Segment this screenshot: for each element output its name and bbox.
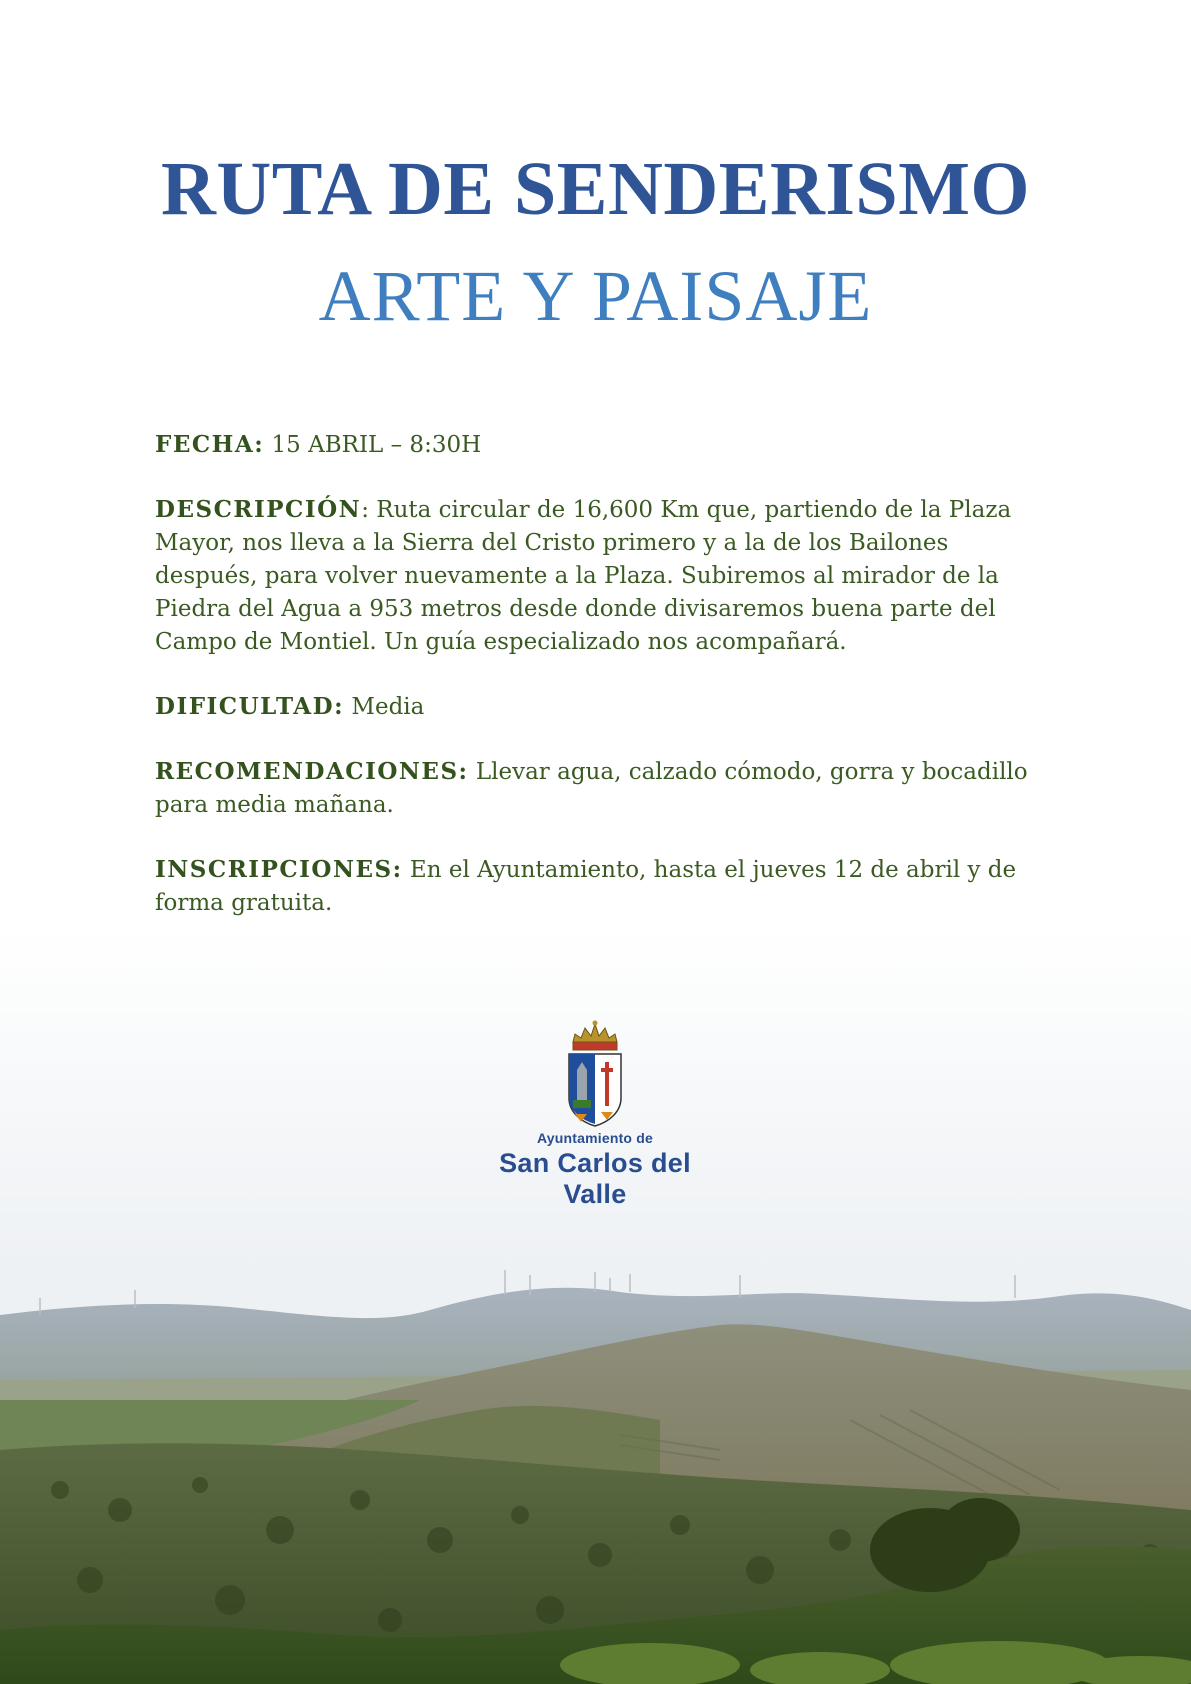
section-recomendaciones <box>155 755 1045 822</box>
logo-caption-big: San Carlos del Valle <box>499 1148 691 1209</box>
section-text: Llevar agua, calzado cómodo, gorra y bocadillo para media mañana. <box>155 759 1028 818</box>
section-fecha <box>155 428 1045 462</box>
event-details <box>155 428 1045 951</box>
section-label: FECHA: <box>155 431 265 458</box>
section-descripcion <box>155 493 1045 659</box>
section-dificultad <box>155 690 1045 724</box>
section-label: INSCRIPCIONES: <box>155 856 403 883</box>
page-subtitle: ARTE Y PAISAJE <box>318 256 873 336</box>
section-text: 15 ABRIL – 8:30H <box>264 432 482 458</box>
section-text: Media <box>344 694 425 720</box>
logo-caption-small: Ayuntamiento de <box>536 1130 654 1146</box>
section-label: RECOMENDACIONES: <box>155 758 469 785</box>
section-label: DESCRIPCIÓN <box>155 496 362 523</box>
page-title: RUTA DE SENDERISMO <box>160 147 1031 231</box>
section-label: DIFICULTAD: <box>155 693 345 720</box>
section-text: En el Ayuntamiento, hasta el jueves 12 de abril y de forma gratuita. <box>155 857 1017 916</box>
section-text: : Ruta circular de 16,600 Km que, partiendo de la Plaza Mayor, nos lleva a la Sierra del Cristo primero y a la de los Bailones después, para volver nuevamente a la Plaza. Subiremos al mirador de la Piedra del Agua a 953 metros desde donde divisaremos buena parte del Campo de Montiel. Un guía especializado nos acompañará. <box>155 497 1012 655</box>
coat-of-arms-icon <box>565 1020 625 1128</box>
section-inscripciones <box>155 853 1045 920</box>
town-hall-logo <box>470 1020 720 1209</box>
